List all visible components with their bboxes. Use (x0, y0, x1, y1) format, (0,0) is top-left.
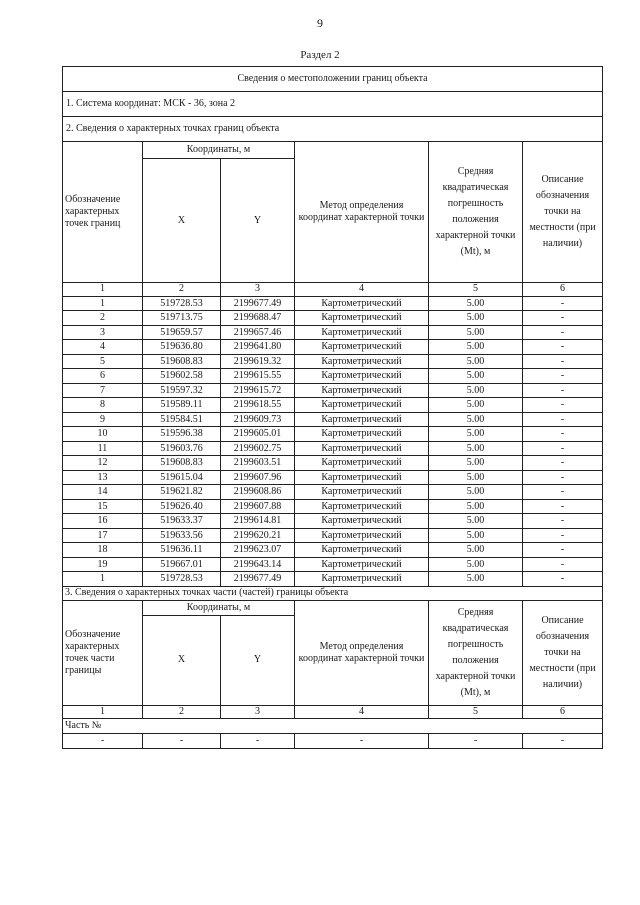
header-error-part: Средняя квадратическая погрешность положения характерной точки (Mt), м (429, 600, 523, 705)
table-row (63, 311, 603, 326)
coord-y: 2199623.07 (221, 543, 295, 558)
table-row (63, 354, 603, 369)
point-number: 7 (63, 383, 143, 398)
coord-y: 2199641.80 (221, 340, 295, 355)
error-cell: 5.00 (429, 340, 523, 355)
description-cell: - (523, 296, 603, 311)
method-cell: Картометрический (295, 340, 429, 355)
description-cell: - (523, 557, 603, 572)
error-cell: 5.00 (429, 572, 523, 587)
error-cell: 5.00 (429, 557, 523, 572)
section-parts-title: 3. Сведения о характерных точках части (частей) границы объекта (63, 586, 603, 600)
header-coordinates-part: Координаты, м (143, 600, 295, 615)
point-number: 13 (63, 470, 143, 485)
column-number: 2 (143, 283, 221, 297)
method-cell: Картометрический (295, 514, 429, 529)
section-title: Раздел 2 (300, 49, 340, 61)
coord-x: 519603.76 (143, 441, 221, 456)
table-row (63, 514, 603, 529)
table-row (63, 398, 603, 413)
cell: - (295, 734, 429, 749)
error-cell: 5.00 (429, 398, 523, 413)
coord-y: 2199608.86 (221, 485, 295, 500)
method-cell: Картометрический (295, 383, 429, 398)
point-number: 9 (63, 412, 143, 427)
point-number: 14 (63, 485, 143, 500)
point-number: 1 (63, 572, 143, 587)
section-points-title: 2. Сведения о характерных точках границ объекта (63, 117, 603, 142)
point-number: 1 (63, 296, 143, 311)
coord-y: 2199614.81 (221, 514, 295, 529)
column-number: 1 (63, 283, 143, 297)
method-cell: Картометрический (295, 369, 429, 384)
point-number: 16 (63, 514, 143, 529)
coord-x: 519615.04 (143, 470, 221, 485)
coord-x: 519636.80 (143, 340, 221, 355)
table-row (63, 325, 603, 340)
method-cell: Картометрический (295, 572, 429, 587)
coord-y: 2199657.46 (221, 325, 295, 340)
description-cell: - (523, 572, 603, 587)
error-cell: 5.00 (429, 485, 523, 500)
column-number: 5 (429, 705, 523, 719)
description-cell: - (523, 427, 603, 442)
description-cell: - (523, 514, 603, 529)
method-cell: Картометрический (295, 543, 429, 558)
column-number: 4 (295, 283, 429, 297)
coord-x: 519584.51 (143, 412, 221, 427)
error-cell: 5.00 (429, 427, 523, 442)
column-number-row (63, 283, 603, 297)
coord-y: 2199615.72 (221, 383, 295, 398)
coord-y: 2199602.75 (221, 441, 295, 456)
point-number: 3 (63, 325, 143, 340)
coord-y: 2199620.21 (221, 528, 295, 543)
header-error: Средняя квадратическая погрешность положения характерной точки (Mt), м (429, 142, 523, 283)
description-cell: - (523, 412, 603, 427)
coord-x: 519626.40 (143, 499, 221, 514)
method-cell: Картометрический (295, 470, 429, 485)
description-cell: - (523, 311, 603, 326)
header-coordinates: Координаты, м (143, 142, 295, 159)
coord-y: 2199618.55 (221, 398, 295, 413)
method-cell: Картометрический (295, 528, 429, 543)
cell: - (523, 734, 603, 749)
header-point-name-part: Обозначение характерных точек части границы (63, 600, 143, 705)
coord-y: 2199619.32 (221, 354, 295, 369)
description-cell: - (523, 470, 603, 485)
point-number: 2 (63, 311, 143, 326)
description-cell: - (523, 369, 603, 384)
table-row (63, 543, 603, 558)
coord-x: 519608.83 (143, 456, 221, 471)
cell: - (429, 734, 523, 749)
coord-x: 519728.53 (143, 572, 221, 587)
description-cell: - (523, 383, 603, 398)
coord-y: 2199607.96 (221, 470, 295, 485)
table-row (63, 383, 603, 398)
column-number: 3 (221, 283, 295, 297)
method-cell: Картометрический (295, 398, 429, 413)
coordinate-system: 1. Система координат: МСК - 36, зона 2 (63, 92, 603, 117)
point-number: 11 (63, 441, 143, 456)
column-number: 2 (143, 705, 221, 719)
table-row (63, 572, 603, 587)
coord-x: 519633.37 (143, 514, 221, 529)
point-number: 6 (63, 369, 143, 384)
coord-x: 519608.83 (143, 354, 221, 369)
header-method: Метод определения координат характерной точки (295, 142, 429, 283)
point-number: 18 (63, 543, 143, 558)
method-cell: Картометрический (295, 311, 429, 326)
column-number: 6 (523, 705, 603, 719)
point-number: 17 (63, 528, 143, 543)
description-cell: - (523, 499, 603, 514)
error-cell: 5.00 (429, 311, 523, 326)
coord-y: 2199643.14 (221, 557, 295, 572)
header-x: X (143, 159, 221, 283)
header-point-name: Обозначение характерных точек границ (63, 142, 143, 283)
error-cell: 5.00 (429, 456, 523, 471)
point-number: 19 (63, 557, 143, 572)
cell: - (143, 734, 221, 749)
page-number: 9 (317, 16, 323, 30)
error-cell: 5.00 (429, 499, 523, 514)
coord-x: 519667.01 (143, 557, 221, 572)
error-cell: 5.00 (429, 412, 523, 427)
header-x-part: X (143, 615, 221, 705)
method-cell: Картометрический (295, 557, 429, 572)
header-method-part: Метод определения координат характерной точки (295, 600, 429, 705)
description-cell: - (523, 528, 603, 543)
error-cell: 5.00 (429, 354, 523, 369)
column-number-row-part (63, 705, 603, 719)
table-caption: Сведения о местоположении границ объекта (63, 67, 603, 92)
boundary-table (62, 66, 603, 749)
table-row (63, 296, 603, 311)
header-description: Описание обозначения точки на местности (при наличии) (523, 142, 603, 283)
error-cell: 5.00 (429, 383, 523, 398)
header-y-part: Y (221, 615, 295, 705)
table-row (63, 441, 603, 456)
error-cell: 5.00 (429, 514, 523, 529)
coord-y: 2199605.01 (221, 427, 295, 442)
column-number: 1 (63, 705, 143, 719)
method-cell: Картометрический (295, 325, 429, 340)
coord-x: 519589.11 (143, 398, 221, 413)
table-row (63, 470, 603, 485)
description-cell: - (523, 543, 603, 558)
part-empty-row (63, 734, 603, 749)
column-number: 5 (429, 283, 523, 297)
point-number: 8 (63, 398, 143, 413)
method-cell: Картометрический (295, 485, 429, 500)
column-number: 3 (221, 705, 295, 719)
description-cell: - (523, 340, 603, 355)
coord-x: 519602.58 (143, 369, 221, 384)
coord-x: 519597.32 (143, 383, 221, 398)
table-row (63, 427, 603, 442)
method-cell: Картометрический (295, 296, 429, 311)
description-cell: - (523, 456, 603, 471)
cell: - (63, 734, 143, 749)
method-cell: Картометрический (295, 427, 429, 442)
table-row (63, 456, 603, 471)
table-row (63, 412, 603, 427)
header-description-part: Описание обозначения точки на местности (при наличии) (523, 600, 603, 705)
table-row (63, 369, 603, 384)
coord-x: 519713.75 (143, 311, 221, 326)
coord-y: 2199615.55 (221, 369, 295, 384)
table-row (63, 499, 603, 514)
description-cell: - (523, 354, 603, 369)
error-cell: 5.00 (429, 470, 523, 485)
method-cell: Картометрический (295, 499, 429, 514)
coord-y: 2199688.47 (221, 311, 295, 326)
point-number: 5 (63, 354, 143, 369)
coord-x: 519659.57 (143, 325, 221, 340)
part-label: Часть № (63, 719, 603, 734)
coord-x: 519596.38 (143, 427, 221, 442)
method-cell: Картометрический (295, 456, 429, 471)
table-row (63, 557, 603, 572)
column-number: 6 (523, 283, 603, 297)
error-cell: 5.00 (429, 441, 523, 456)
table-row (63, 528, 603, 543)
cell: - (221, 734, 295, 749)
error-cell: 5.00 (429, 528, 523, 543)
coord-x: 519621.82 (143, 485, 221, 500)
point-number: 4 (63, 340, 143, 355)
method-cell: Картометрический (295, 441, 429, 456)
coord-x: 519728.53 (143, 296, 221, 311)
method-cell: Картометрический (295, 354, 429, 369)
description-cell: - (523, 485, 603, 500)
coord-x: 519633.56 (143, 528, 221, 543)
coord-y: 2199609.73 (221, 412, 295, 427)
coord-x: 519636.11 (143, 543, 221, 558)
coord-y: 2199677.49 (221, 296, 295, 311)
description-cell: - (523, 398, 603, 413)
error-cell: 5.00 (429, 325, 523, 340)
coord-y: 2199677.49 (221, 572, 295, 587)
header-y: Y (221, 159, 295, 283)
point-number: 10 (63, 427, 143, 442)
point-number: 15 (63, 499, 143, 514)
description-cell: - (523, 325, 603, 340)
table-row (63, 485, 603, 500)
table-row (63, 340, 603, 355)
error-cell: 5.00 (429, 543, 523, 558)
description-cell: - (523, 441, 603, 456)
point-number: 12 (63, 456, 143, 471)
column-number: 4 (295, 705, 429, 719)
error-cell: 5.00 (429, 296, 523, 311)
method-cell: Картометрический (295, 412, 429, 427)
coord-y: 2199607.88 (221, 499, 295, 514)
error-cell: 5.00 (429, 369, 523, 384)
coord-y: 2199603.51 (221, 456, 295, 471)
